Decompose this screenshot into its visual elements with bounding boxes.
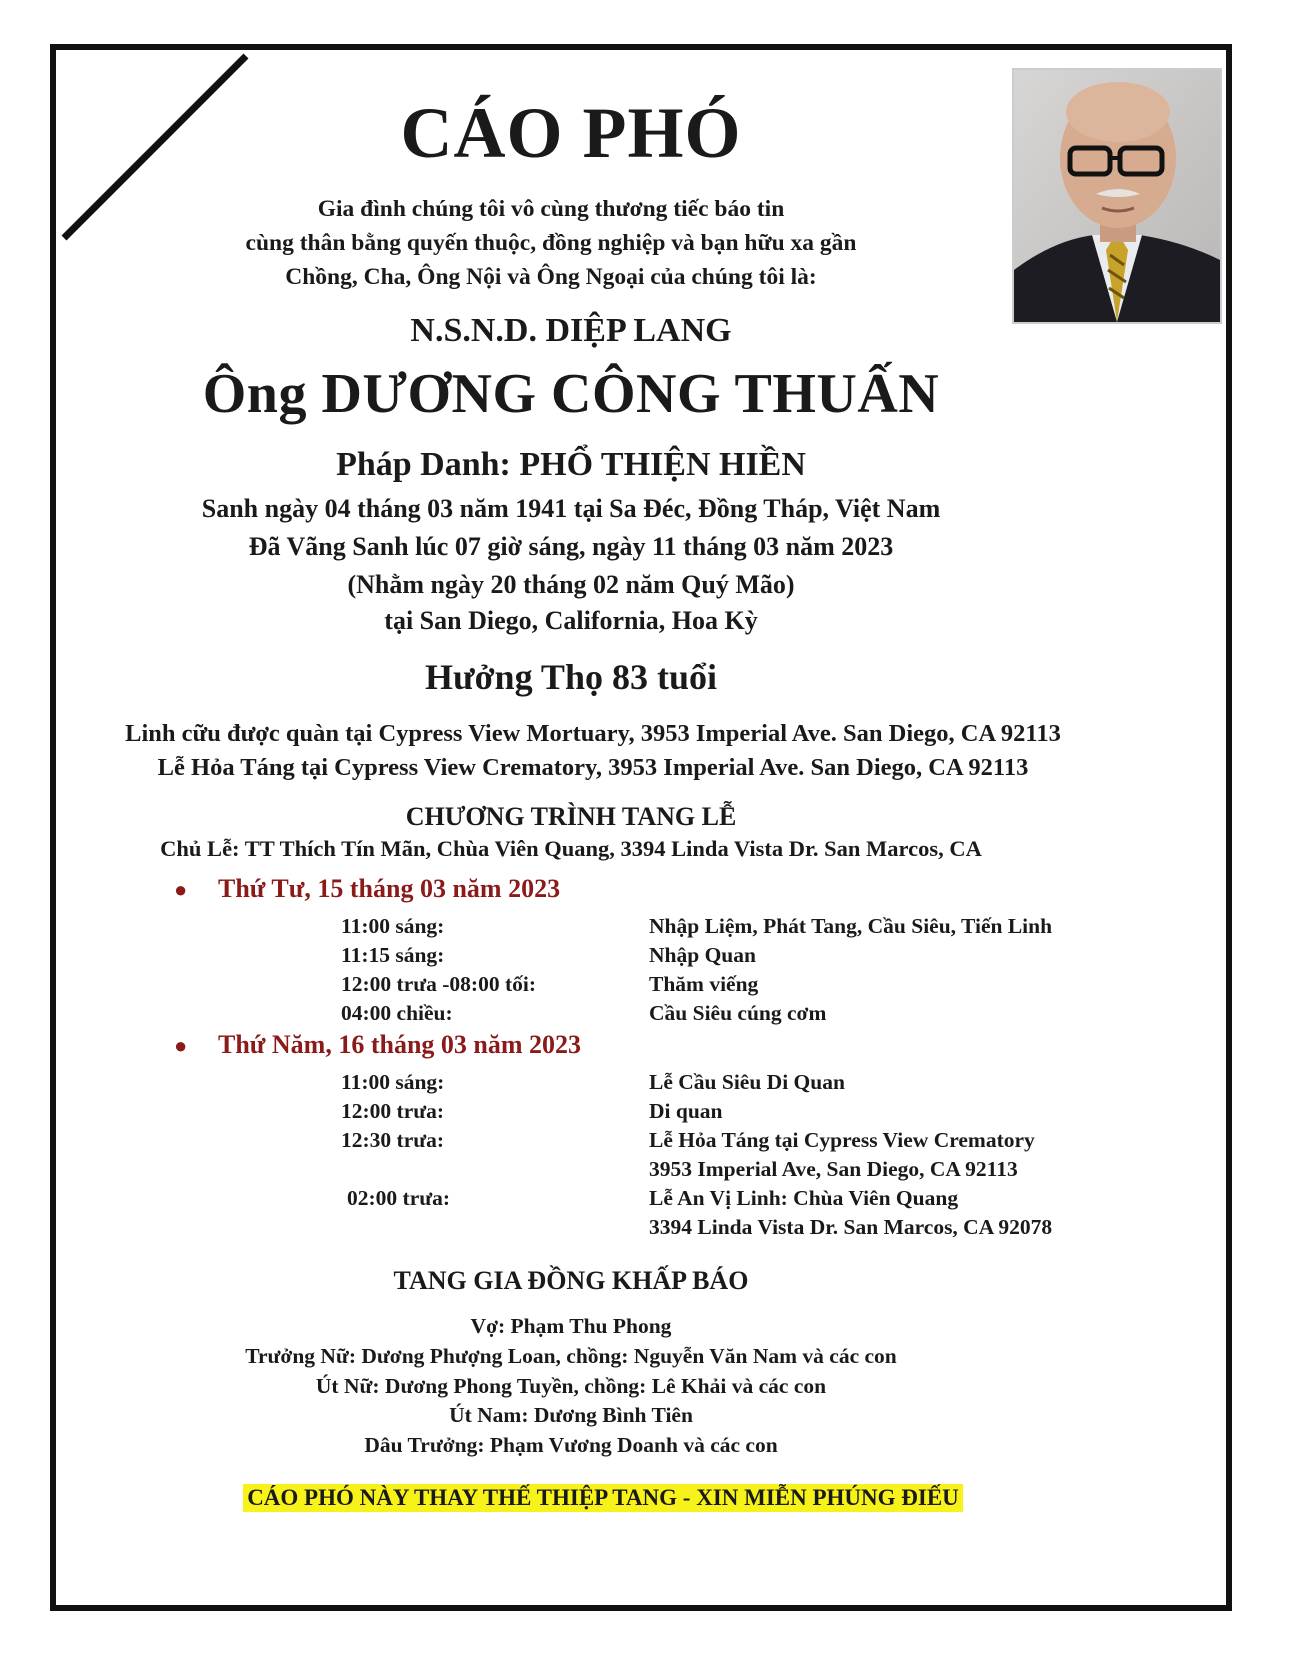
- birth-line: Sanh ngày 04 tháng 03 năm 1941 tại Sa Đéc, Đồng Tháp, Việt Nam: [201, 494, 941, 523]
- event-time: 11:00 sáng:: [341, 1070, 445, 1094]
- intro-line-2: cùng thân bằng quyến thuộc, đồng nghiệp và bạn hữu xa gần: [245, 230, 857, 256]
- obituary-frame: [50, 44, 1232, 1611]
- notice-wrap: [56, 1484, 1226, 1512]
- place-line: tại San Diego, California, Hoa Kỳ: [384, 606, 758, 635]
- event-desc: Thăm viếng: [649, 972, 759, 996]
- day-heading: [174, 1030, 581, 1060]
- age-line: Hưởng Thọ 83 tuổi: [425, 657, 717, 697]
- event-desc: Nhập Liệm, Phát Tang, Cầu Siêu, Tiến Linh: [649, 914, 1053, 938]
- event-time: 12:30 trưa:: [341, 1128, 445, 1152]
- event-desc: Lễ Cầu Siêu Di Quan: [649, 1070, 845, 1094]
- family-member: Vợ: Phạm Thu Phong: [470, 1314, 672, 1338]
- family-member: Út Nữ: Dương Phong Tuyền, chồng: Lê Khải và các con: [315, 1374, 827, 1398]
- event-desc: Lễ Hỏa Táng tại Cypress View Crematory: [649, 1128, 1035, 1152]
- family-member: Trưởng Nữ: Dương Phượng Loan, chồng: Nguyễn Văn Nam và các con: [245, 1344, 897, 1368]
- family-member: Dâu Trưởng: Phạm Vương Doanh và các con: [364, 1433, 778, 1457]
- event-desc: Cầu Siêu cúng cơm: [649, 1001, 827, 1025]
- day-date: Thứ Tư, 15 tháng 03 năm 2023: [218, 874, 561, 903]
- family-heading: TANG GIA ĐỒNG KHẤP BÁO: [393, 1266, 749, 1295]
- viewing-venue: Linh cữu được quàn tại Cypress View Mortuary, 3953 Imperial Ave. San Diego, CA 92113: [125, 720, 1061, 747]
- event-time: 11:15 sáng:: [341, 943, 445, 967]
- event-desc: 3394 Linda Vista Dr. San Marcos, CA 92078: [649, 1215, 1053, 1239]
- event-desc: Di quan: [649, 1099, 723, 1123]
- notice-banner: CÁO PHÓ NÀY THAY THẾ THIỆP TANG - XIN MIỄN PHÚNG ĐIẾU: [243, 1484, 963, 1512]
- event-time: 12:00 trưa:: [341, 1099, 445, 1123]
- bullet-icon: ●: [174, 877, 188, 902]
- event-time: 11:00 sáng:: [341, 914, 445, 938]
- event-time: 12:00 trưa -08:00 tối:: [341, 972, 537, 996]
- cremation-venue: Lễ Hỏa Táng tại Cypress View Crematory, 3953 Imperial Ave. San Diego, CA 92113: [157, 754, 1029, 781]
- intro-line-1: Gia đình chúng tôi vô cùng thương tiếc báo tin: [317, 196, 785, 222]
- death-line: Đã Vãng Sanh lúc 07 giờ sáng, ngày 11 tháng 03 năm 2023: [248, 532, 894, 561]
- bullet-icon: ●: [174, 1033, 188, 1058]
- dharma-name: Pháp Danh: PHỔ THIỆN HIỀN: [336, 446, 806, 483]
- lunar-date-line: (Nhằm ngày 20 tháng 02 năm Quý Mão): [347, 570, 795, 599]
- stage-name: N.S.N.D. DIỆP LANG: [410, 312, 732, 349]
- family-member: Út Nam: Dương Bình Tiên: [449, 1403, 693, 1427]
- event-time: 02:00 trưa:: [347, 1186, 451, 1210]
- program-title: CHƯƠNG TRÌNH TANG LỄ: [405, 802, 737, 831]
- event-desc: Nhập Quan: [649, 943, 756, 967]
- day-heading: [174, 874, 560, 904]
- event-time: 04:00 chiều:: [341, 1001, 453, 1025]
- officiant-line: Chủ Lễ: TT Thích Tín Mãn, Chùa Viên Quang, 3394 Linda Vista Dr. San Marcos, CA: [160, 836, 982, 861]
- event-desc: Lễ An Vị Linh: Chùa Viên Quang: [649, 1186, 959, 1210]
- page-title: CÁO PHÓ: [400, 93, 742, 173]
- deceased-name: Ông DƯƠNG CÔNG THUẤN: [202, 363, 940, 425]
- event-desc: 3953 Imperial Ave, San Diego, CA 92113: [649, 1157, 1018, 1181]
- intro-line-3: Chồng, Cha, Ông Nội và Ông Ngoại của chúng tôi là:: [285, 264, 817, 290]
- day-date: Thứ Năm, 16 tháng 03 năm 2023: [218, 1030, 582, 1059]
